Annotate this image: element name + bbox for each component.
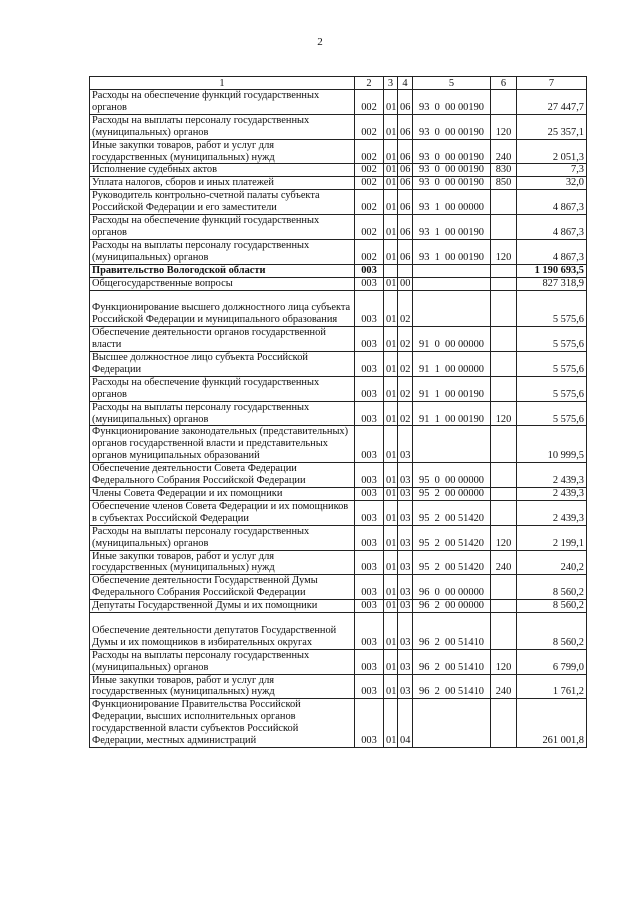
row-section: 01 xyxy=(384,487,398,500)
row-name: Члены Совета Федерации и их помощники xyxy=(90,487,355,500)
row-amount: 5 575,6 xyxy=(517,352,587,377)
row-section: 01 xyxy=(384,401,398,426)
row-name: Депутаты Государственной Думы и их помощники xyxy=(90,600,355,613)
table-row xyxy=(90,376,587,401)
table-row xyxy=(90,600,587,613)
row-subsection: 06 xyxy=(398,190,413,215)
row-section: 01 xyxy=(384,239,398,264)
table-row xyxy=(90,699,587,748)
row-name: Высшее должностное лицо субъекта Российской Федерации xyxy=(90,352,355,377)
row-target-article: 91 1 00 00190 xyxy=(413,401,491,426)
row-expense-type xyxy=(491,264,517,277)
table-row xyxy=(90,525,587,550)
row-name: Иные закупки товаров, работ и услуг для государственных (муниципальных) нужд xyxy=(90,139,355,164)
table-row xyxy=(90,264,587,277)
row-expense-type: 240 xyxy=(491,550,517,575)
row-subsection: 02 xyxy=(398,327,413,352)
row-name: Обеспечение деятельности Государственной Думы Федерального Собрания Российской Федерации xyxy=(90,575,355,600)
row-expense-type xyxy=(491,352,517,377)
row-amount: 4 867,3 xyxy=(517,190,587,215)
row-amount: 10 999,5 xyxy=(517,426,587,463)
row-expense-type xyxy=(491,90,517,115)
row-subsection: 03 xyxy=(398,575,413,600)
row-gr-code: 002 xyxy=(355,90,384,115)
row-gr-code: 003 xyxy=(355,674,384,699)
table-row xyxy=(90,139,587,164)
row-subsection: 06 xyxy=(398,90,413,115)
row-subsection: 03 xyxy=(398,649,413,674)
row-target-article: 96 2 00 51410 xyxy=(413,649,491,674)
table-row xyxy=(90,215,587,240)
row-target-article: 95 2 00 51420 xyxy=(413,500,491,525)
row-target-article: 93 0 00 00190 xyxy=(413,164,491,177)
row-target-article xyxy=(413,699,491,748)
row-name: Расходы на выплаты персоналу государственных (муниципальных) органов xyxy=(90,649,355,674)
row-expense-type xyxy=(491,190,517,215)
row-section: 01 xyxy=(384,277,398,290)
row-amount: 4 867,3 xyxy=(517,215,587,240)
row-subsection: 02 xyxy=(398,376,413,401)
row-gr-code: 002 xyxy=(355,215,384,240)
table-row xyxy=(90,90,587,115)
row-name: Руководитель контрольно-счетной палаты субъекта Российской Федерации и его заместители xyxy=(90,190,355,215)
row-gr-code: 003 xyxy=(355,463,384,488)
row-section: 01 xyxy=(384,426,398,463)
table-row xyxy=(90,327,587,352)
row-amount: 2 199,1 xyxy=(517,525,587,550)
page-number: 2 xyxy=(317,36,323,48)
row-gr-code: 002 xyxy=(355,164,384,177)
row-amount: 32,0 xyxy=(517,177,587,190)
row-section: 01 xyxy=(384,215,398,240)
row-subsection: 03 xyxy=(398,426,413,463)
row-expense-type xyxy=(491,277,517,290)
row-expense-type xyxy=(491,327,517,352)
row-section: 01 xyxy=(384,164,398,177)
row-target-article: 91 1 00 00190 xyxy=(413,376,491,401)
row-section: 01 xyxy=(384,114,398,139)
row-subsection: 03 xyxy=(398,600,413,613)
header-col-1: 1 xyxy=(90,77,355,90)
row-section: 01 xyxy=(384,613,398,650)
row-target-article: 96 2 00 51410 xyxy=(413,613,491,650)
row-subsection: 06 xyxy=(398,239,413,264)
row-expense-type: 240 xyxy=(491,674,517,699)
row-name: Расходы на обеспечение функций государственных органов xyxy=(90,215,355,240)
header-row xyxy=(90,77,587,90)
row-gr-code: 003 xyxy=(355,327,384,352)
row-name: Расходы на выплаты персоналу государственных (муниципальных) органов xyxy=(90,525,355,550)
row-expense-type: 240 xyxy=(491,139,517,164)
row-subsection: 06 xyxy=(398,177,413,190)
row-target-article xyxy=(413,277,491,290)
row-target-article: 91 1 00 00000 xyxy=(413,352,491,377)
row-amount: 5 575,6 xyxy=(517,290,587,327)
row-expense-type xyxy=(491,500,517,525)
row-name: Расходы на выплаты персоналу государственных (муниципальных) органов xyxy=(90,401,355,426)
row-section: 01 xyxy=(384,376,398,401)
row-amount: 4 867,3 xyxy=(517,239,587,264)
row-expense-type xyxy=(491,487,517,500)
row-target-article: 96 2 00 00000 xyxy=(413,600,491,613)
row-name: Расходы на выплаты персоналу государственных (муниципальных) органов xyxy=(90,239,355,264)
row-expense-type: 120 xyxy=(491,649,517,674)
row-expense-type xyxy=(491,699,517,748)
row-expense-type xyxy=(491,613,517,650)
row-name: Иные закупки товаров, работ и услуг для государственных (муниципальных) нужд xyxy=(90,550,355,575)
row-subsection: 03 xyxy=(398,674,413,699)
row-gr-code: 003 xyxy=(355,376,384,401)
header-col-6: 6 xyxy=(491,77,517,90)
row-subsection: 03 xyxy=(398,500,413,525)
row-section: 01 xyxy=(384,90,398,115)
row-expense-type xyxy=(491,426,517,463)
row-section: 01 xyxy=(384,575,398,600)
row-amount: 6 799,0 xyxy=(517,649,587,674)
budget-table-body xyxy=(90,90,587,748)
row-section: 01 xyxy=(384,463,398,488)
row-subsection: 06 xyxy=(398,139,413,164)
row-target-article: 95 2 00 51420 xyxy=(413,550,491,575)
row-expense-type xyxy=(491,463,517,488)
row-name: Общегосударственные вопросы xyxy=(90,277,355,290)
row-target-article: 91 0 00 00000 xyxy=(413,327,491,352)
row-target-article: 93 0 00 00190 xyxy=(413,177,491,190)
row-target-article: 93 0 00 00190 xyxy=(413,90,491,115)
table-row xyxy=(90,613,587,650)
row-name: Расходы на обеспечение функций государственных органов xyxy=(90,376,355,401)
row-expense-type: 120 xyxy=(491,525,517,550)
row-target-article: 95 0 00 00000 xyxy=(413,463,491,488)
row-amount: 5 575,6 xyxy=(517,376,587,401)
row-name: Обеспечение деятельности депутатов Государственной Думы и их помощников в избирательных округах xyxy=(90,613,355,650)
row-gr-code: 003 xyxy=(355,613,384,650)
row-gr-code: 003 xyxy=(355,699,384,748)
row-gr-code: 002 xyxy=(355,114,384,139)
row-subsection xyxy=(398,264,413,277)
table-row xyxy=(90,487,587,500)
row-section: 01 xyxy=(384,550,398,575)
row-expense-type: 850 xyxy=(491,177,517,190)
table-row xyxy=(90,401,587,426)
row-target-article xyxy=(413,426,491,463)
row-gr-code: 003 xyxy=(355,352,384,377)
budget-table xyxy=(89,76,587,748)
row-gr-code: 003 xyxy=(355,575,384,600)
row-subsection: 06 xyxy=(398,215,413,240)
row-subsection: 03 xyxy=(398,487,413,500)
row-subsection: 02 xyxy=(398,352,413,377)
table-row xyxy=(90,352,587,377)
row-name: Иные закупки товаров, работ и услуг для государственных (муниципальных) нужд xyxy=(90,674,355,699)
row-gr-code: 002 xyxy=(355,139,384,164)
row-expense-type xyxy=(491,290,517,327)
row-subsection: 02 xyxy=(398,401,413,426)
row-gr-code: 003 xyxy=(355,487,384,500)
row-amount: 8 560,2 xyxy=(517,575,587,600)
header-col-5: 5 xyxy=(413,77,491,90)
row-gr-code: 002 xyxy=(355,190,384,215)
table-row xyxy=(90,426,587,463)
row-target-article xyxy=(413,264,491,277)
row-target-article: 93 0 00 00190 xyxy=(413,114,491,139)
table-row xyxy=(90,575,587,600)
row-name: Исполнение судебных актов xyxy=(90,164,355,177)
row-name: Уплата налогов, сборов и иных платежей xyxy=(90,177,355,190)
row-target-article: 96 0 00 00000 xyxy=(413,575,491,600)
row-section: 01 xyxy=(384,525,398,550)
row-subsection: 06 xyxy=(398,114,413,139)
header-col-4: 4 xyxy=(398,77,413,90)
row-gr-code: 003 xyxy=(355,500,384,525)
row-subsection: 03 xyxy=(398,463,413,488)
row-amount: 8 560,2 xyxy=(517,600,587,613)
row-amount: 2 051,3 xyxy=(517,139,587,164)
row-amount: 261 001,8 xyxy=(517,699,587,748)
row-gr-code: 003 xyxy=(355,649,384,674)
row-target-article: 93 1 00 00190 xyxy=(413,215,491,240)
row-gr-code: 002 xyxy=(355,239,384,264)
row-amount: 27 447,7 xyxy=(517,90,587,115)
row-target-article: 96 2 00 51410 xyxy=(413,674,491,699)
row-name: Обеспечение деятельности Совета Федерации Федерального Собрания Российской Федерации xyxy=(90,463,355,488)
row-section: 01 xyxy=(384,290,398,327)
row-gr-code: 003 xyxy=(355,550,384,575)
row-amount: 5 575,6 xyxy=(517,327,587,352)
row-subsection: 03 xyxy=(398,613,413,650)
row-name: Функционирование Правительства Российской Федерации, высших исполнительных органов государственной власти субъектов Российской Федерации, местных администраций xyxy=(90,699,355,748)
row-subsection: 03 xyxy=(398,550,413,575)
row-expense-type xyxy=(491,215,517,240)
table-row xyxy=(90,114,587,139)
table-row xyxy=(90,674,587,699)
row-target-article: 93 0 00 00190 xyxy=(413,139,491,164)
row-subsection: 04 xyxy=(398,699,413,748)
row-section: 01 xyxy=(384,177,398,190)
row-section: 01 xyxy=(384,327,398,352)
row-amount: 2 439,3 xyxy=(517,463,587,488)
row-subsection: 02 xyxy=(398,290,413,327)
row-expense-type: 120 xyxy=(491,114,517,139)
row-expense-type xyxy=(491,600,517,613)
row-amount: 827 318,9 xyxy=(517,277,587,290)
row-amount: 8 560,2 xyxy=(517,613,587,650)
table-row xyxy=(90,649,587,674)
table-row xyxy=(90,500,587,525)
row-target-article xyxy=(413,290,491,327)
row-expense-type: 120 xyxy=(491,239,517,264)
table-row xyxy=(90,290,587,327)
table-row xyxy=(90,550,587,575)
row-target-article: 95 2 00 00000 xyxy=(413,487,491,500)
row-section: 01 xyxy=(384,500,398,525)
table-row xyxy=(90,277,587,290)
row-amount: 2 439,3 xyxy=(517,487,587,500)
row-target-article: 93 1 00 00000 xyxy=(413,190,491,215)
table-row xyxy=(90,164,587,177)
row-section: 01 xyxy=(384,139,398,164)
header-col-7: 7 xyxy=(517,77,587,90)
row-subsection: 03 xyxy=(398,525,413,550)
row-amount: 1 190 693,5 xyxy=(517,264,587,277)
row-gr-code: 002 xyxy=(355,177,384,190)
row-section xyxy=(384,264,398,277)
row-amount: 5 575,6 xyxy=(517,401,587,426)
row-gr-code: 003 xyxy=(355,277,384,290)
row-amount: 240,2 xyxy=(517,550,587,575)
row-section: 01 xyxy=(384,649,398,674)
row-gr-code: 003 xyxy=(355,290,384,327)
table-row xyxy=(90,177,587,190)
row-expense-type: 830 xyxy=(491,164,517,177)
row-target-article: 93 1 00 00190 xyxy=(413,239,491,264)
row-gr-code: 003 xyxy=(355,401,384,426)
row-name: Расходы на обеспечение функций государственных органов xyxy=(90,90,355,115)
row-name: Функционирование высшего должностного лица субъекта Российской Федерации и муниципального образования xyxy=(90,290,355,327)
row-subsection: 06 xyxy=(398,164,413,177)
row-gr-code: 003 xyxy=(355,264,384,277)
row-gr-code: 003 xyxy=(355,600,384,613)
header-col-2: 2 xyxy=(355,77,384,90)
row-amount: 1 761,2 xyxy=(517,674,587,699)
row-gr-code: 003 xyxy=(355,525,384,550)
row-name: Обеспечение членов Совета Федерации и их помощников в субъектах Российской Федерации xyxy=(90,500,355,525)
row-name: Функционирование законодательных (представительных) органов государственной власти и представительных органов муниципальных образований xyxy=(90,426,355,463)
row-section: 01 xyxy=(384,190,398,215)
row-amount: 2 439,3 xyxy=(517,500,587,525)
row-amount: 25 357,1 xyxy=(517,114,587,139)
row-subsection: 00 xyxy=(398,277,413,290)
table-row xyxy=(90,239,587,264)
row-gr-code: 003 xyxy=(355,426,384,463)
row-section: 01 xyxy=(384,352,398,377)
row-section: 01 xyxy=(384,600,398,613)
row-target-article: 95 2 00 51420 xyxy=(413,525,491,550)
row-name: Обеспечение деятельности органов государственной власти xyxy=(90,327,355,352)
row-expense-type: 120 xyxy=(491,401,517,426)
row-section: 01 xyxy=(384,674,398,699)
row-name: Расходы на выплаты персоналу государственных (муниципальных) органов xyxy=(90,114,355,139)
row-name: Правительство Вологодской области xyxy=(90,264,355,277)
header-col-3: 3 xyxy=(384,77,398,90)
row-expense-type xyxy=(491,575,517,600)
row-amount: 7,3 xyxy=(517,164,587,177)
row-section: 01 xyxy=(384,699,398,748)
table-row xyxy=(90,463,587,488)
table-row xyxy=(90,190,587,215)
row-expense-type xyxy=(491,376,517,401)
